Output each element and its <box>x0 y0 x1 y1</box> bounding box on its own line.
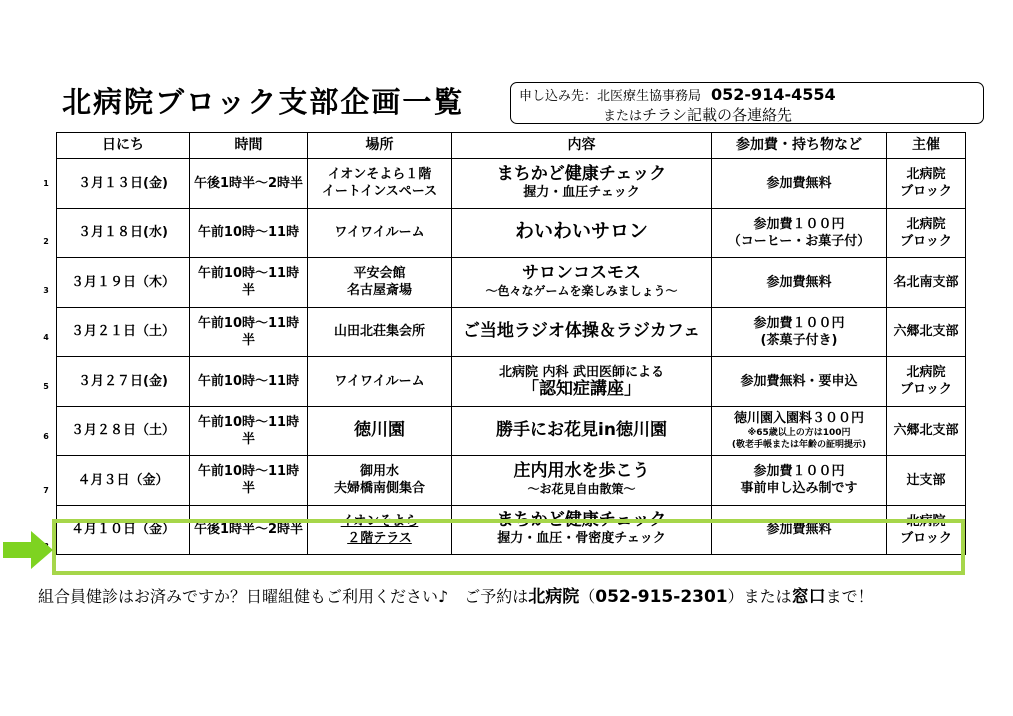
cell-host <box>887 307 966 357</box>
place-line: イートインスペース <box>321 184 438 200</box>
content-line: 握力・血圧チェック <box>523 184 640 200</box>
table-row <box>57 456 966 506</box>
fee-line: 参加費１００円 <box>753 216 845 232</box>
contact-box <box>510 82 984 124</box>
schedule-table <box>56 132 966 555</box>
cell-content <box>452 456 712 506</box>
content-line: ～お花見自由散策～ <box>527 481 636 496</box>
cell-host <box>887 208 966 258</box>
place-line: 夫婦橋南側集合 <box>333 481 425 497</box>
host-line: 辻支部 <box>906 472 946 488</box>
host-line: 北病院 <box>906 513 946 529</box>
cell-content <box>452 505 712 555</box>
host-line: 北病院 <box>906 216 946 232</box>
cell-place <box>308 159 452 209</box>
cell-content <box>452 258 712 308</box>
fee-line: 参加費１００円 <box>753 464 845 480</box>
content-line: 「認知症講座」 <box>522 378 641 399</box>
row-number: 7 <box>43 486 49 495</box>
arrow-right-icon <box>3 531 53 569</box>
cell-date: ３月２７日(金) <box>57 357 190 407</box>
host-line: ブロック <box>900 530 952 546</box>
table-header-row <box>57 133 966 159</box>
place-line: イオンそよら <box>340 513 419 529</box>
contact-phone: 052-914-4554 <box>711 85 836 104</box>
footer-phone: 052-915-2301 <box>595 587 728 607</box>
host-line: 六郷北支部 <box>893 423 959 439</box>
cell-time: 午前10時～11時 <box>190 208 308 258</box>
host-line: 北病院 <box>906 365 946 381</box>
cell-place <box>308 307 452 357</box>
cell-date: ４月１０日（金） <box>57 505 190 555</box>
cell-place <box>308 406 452 456</box>
header-date: 日にち <box>57 133 190 159</box>
fee-line: (茶菓子付き) <box>760 332 838 348</box>
cell-date: ３月２８日（土） <box>57 406 190 456</box>
cell-fee <box>712 406 887 456</box>
cell-time: 午後1時半～2時半 <box>190 505 308 555</box>
fee-line: 参加費１００円 <box>753 315 845 331</box>
place-line: 徳川園 <box>354 419 405 440</box>
cell-place <box>308 208 452 258</box>
cell-time: 午前10時～11時半 <box>190 307 308 357</box>
cell-time: 午前10時～11時半 <box>190 456 308 506</box>
place-line: ワイワイルーム <box>334 373 425 389</box>
content-line: ～色々なゲームを楽しみましょう～ <box>485 283 678 298</box>
content-line: 握力・血圧・骨密度チェック <box>497 531 666 547</box>
place-line: 平安会館 <box>353 266 406 282</box>
cell-date: ３月１３日(金) <box>57 159 190 209</box>
footer-text: まで！ <box>825 587 874 606</box>
cell-place <box>308 357 452 407</box>
cell-time: 午前10時～11時半 <box>190 406 308 456</box>
content-line: ご当地ラジオ体操＆ラジカフェ <box>462 320 701 341</box>
cell-place <box>308 505 452 555</box>
fee-line: 参加費無料 <box>766 175 832 191</box>
cell-place <box>308 456 452 506</box>
header-content: 内容 <box>452 133 712 159</box>
host-line: ブロック <box>900 184 952 200</box>
fee-line: 参加費無料 <box>766 522 832 538</box>
row-number: 1 <box>43 179 49 188</box>
header-host: 主催 <box>887 133 966 159</box>
table-row <box>57 159 966 209</box>
cell-date: ４月３日（金） <box>57 456 190 506</box>
cell-content <box>452 357 712 407</box>
contact-label: 申し込み先：北医療生協事務局 <box>519 89 702 104</box>
content-line: 庄内用水を歩こう <box>513 460 650 481</box>
host-line: ブロック <box>900 233 952 249</box>
host-line: 六郷北支部 <box>893 324 959 340</box>
place-line: 御用水 <box>359 464 399 480</box>
table-row <box>57 406 966 456</box>
cell-time: 午前10時～11時半 <box>190 258 308 308</box>
header-place: 場所 <box>308 133 452 159</box>
cell-content <box>452 208 712 258</box>
content-line: サロンコスモス <box>522 262 641 283</box>
fee-line: 事前申し込み制です <box>740 481 858 497</box>
fee-line: ※65歳以上の方は100円 <box>747 428 851 439</box>
page-title: 北病院ブロック支部企画一覧 <box>62 85 465 119</box>
footer-window: 窓口 <box>791 587 826 607</box>
cell-date: ３月１８日(水) <box>57 208 190 258</box>
table-row <box>57 208 966 258</box>
cell-fee <box>712 307 887 357</box>
footer-note <box>38 582 874 607</box>
cell-content <box>452 159 712 209</box>
cell-date: ３月２１日（土） <box>57 307 190 357</box>
footer-hospital: 北病院 <box>528 587 580 607</box>
fee-line: (敬老手帳または年齢の証明提示) <box>731 440 867 451</box>
fee-line: 参加費無料・要申込 <box>740 373 858 389</box>
cell-fee <box>712 357 887 407</box>
row-number: 4 <box>43 333 49 342</box>
header-time: 時間 <box>190 133 308 159</box>
row-number: 6 <box>43 432 49 441</box>
host-line: 北病院 <box>906 167 946 183</box>
host-line: 名北南支部 <box>893 274 959 290</box>
content-line: まちかど健康チェック <box>496 163 667 184</box>
place-line: 山田北荘集会所 <box>333 324 425 340</box>
table-row <box>57 307 966 357</box>
row-number: 3 <box>43 286 49 295</box>
cell-place <box>308 258 452 308</box>
row-number: 2 <box>43 237 49 246</box>
content-line: まちかど健康チェック <box>496 510 667 531</box>
row-number: 5 <box>43 382 49 391</box>
content-line: 勝手にお花見in徳川園 <box>496 419 667 440</box>
content-line: わいわいサロン <box>514 220 648 243</box>
footer-text: （ <box>579 587 596 606</box>
cell-fee <box>712 208 887 258</box>
cell-fee <box>712 505 887 555</box>
fee-line: 参加費無料 <box>766 274 832 290</box>
host-line: ブロック <box>900 382 952 398</box>
content-line: 北病院 内科 武田医師による <box>498 364 665 380</box>
cell-date: ３月１９日（木） <box>57 258 190 308</box>
cell-content <box>452 406 712 456</box>
footer-text: ）または <box>727 587 792 606</box>
cell-host <box>887 406 966 456</box>
footer-text: 組合員健診はお済みですか？日曜組健もご利用ください♪ ご予約は <box>38 587 529 606</box>
fee-line: 徳川園入園料３００円 <box>733 411 864 427</box>
place-line: イオンそよら１階 <box>327 167 432 183</box>
table-row <box>57 258 966 308</box>
fee-line: （コーヒー・お菓子付） <box>727 233 871 249</box>
cell-fee <box>712 456 887 506</box>
cell-fee <box>712 258 887 308</box>
cell-time: 午後1時半～2時半 <box>190 159 308 209</box>
contact-alt-text: チラシ記載の各連絡先 <box>642 106 793 124</box>
contact-alt-prefix: または <box>603 109 643 124</box>
cell-host <box>887 258 966 308</box>
cell-host <box>887 159 966 209</box>
place-line: ２階テラス <box>347 530 412 546</box>
cell-host <box>887 357 966 407</box>
header-fee: 参加費・持ち物など <box>712 133 887 159</box>
place-line: 名古屋斎場 <box>346 283 412 299</box>
cell-host <box>887 456 966 506</box>
table-row <box>57 357 966 407</box>
cell-host <box>887 505 966 555</box>
place-line: ワイワイルーム <box>334 225 425 241</box>
cell-time: 午前10時～11時 <box>190 357 308 407</box>
cell-fee <box>712 159 887 209</box>
cell-content <box>452 307 712 357</box>
table-row <box>57 505 966 555</box>
